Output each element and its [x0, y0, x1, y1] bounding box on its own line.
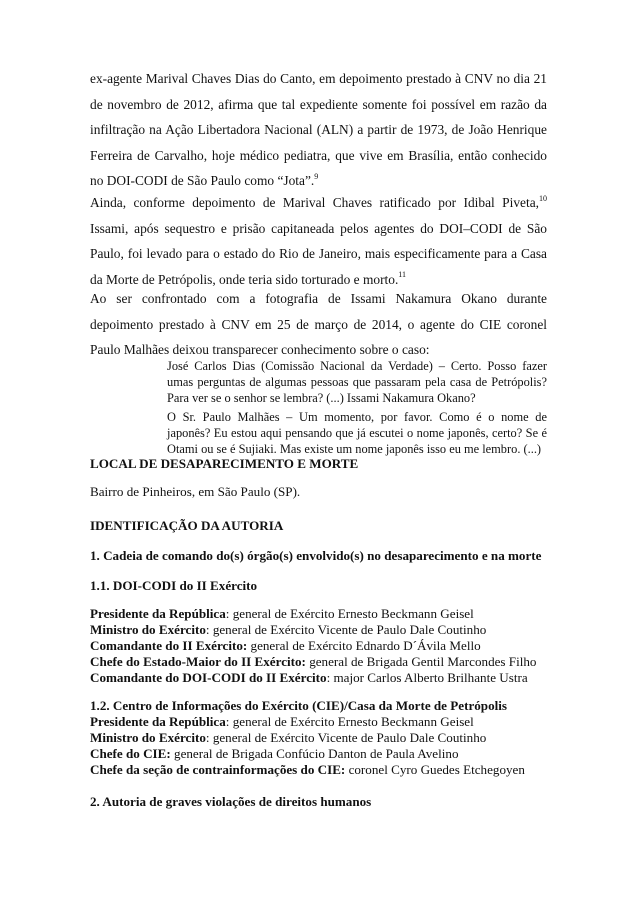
subheading-doi-codi: 1.1. DOI-CODI do II Exército	[90, 578, 258, 593]
footnote-ref[interactable]: 10	[539, 193, 547, 203]
chain-role: Presidente da República	[90, 606, 226, 621]
chain-person: : general de Exército Ernesto Beckmann Geisel	[225, 606, 474, 621]
chain-item	[90, 714, 560, 731]
paragraph-text: Ainda, conforme depoimento de Marival Chaves ratificado por Idibal Piveta,	[90, 195, 539, 210]
chain-role: Chefe do CIE:	[90, 746, 171, 761]
chain-item	[90, 762, 560, 779]
chain-role: Presidente da República	[90, 714, 226, 729]
chain-item	[90, 606, 560, 623]
chain-role: Chefe da seção de contrainformações do CIE:	[90, 762, 346, 777]
heading-identificacao-autoria: IDENTIFICAÇÃO DA AUTORIA	[90, 518, 284, 533]
chain-person: coronel Cyro Guedes Etchegoyen	[345, 762, 525, 777]
chain-item	[90, 638, 560, 655]
chain-role: Comandante do II Exército:	[90, 638, 248, 653]
quote-jose-carlos-dias: José Carlos Dias (Comissão Nacional da Verdade) – Certo. Posso fazer umas perguntas de algumas pessoas que passaram pela casa de Petrópolis? Para ver se o senhor se lembra? (...) Issami Nakamura Okano?	[167, 359, 547, 406]
paragraph-text: Issami, após sequestro e prisão capitaneada pelos agentes do DOI–CODI de São Paulo, foi levado para o estado do Rio de Janeiro, mais especificamente para a Casa da Morte de Petrópolis, onde teria sido torturado e morto.	[90, 220, 547, 287]
chain-role: Chefe do Estado-Maior do II Exército:	[90, 654, 306, 669]
paragraph-depoimento-marival	[90, 66, 547, 194]
chain-item	[90, 654, 560, 671]
chain-item	[90, 730, 560, 747]
local-text: Bairro de Pinheiros, em São Paulo (SP).	[90, 484, 301, 499]
chain-item	[90, 670, 560, 687]
chain-person: : general de Exército Ernesto Beckmann Geisel	[225, 714, 474, 729]
paragraph-issami-sequestro	[90, 190, 547, 292]
chain-role: Comandante do DOI-CODI do II Exército	[90, 670, 327, 685]
subheading-cadeia-comando: 1. Cadeia de comando do(s) órgão(s) envolvido(s) no desaparecimento e na morte	[90, 548, 542, 563]
chain-item	[90, 622, 560, 639]
paragraph-text: ex-agente Marival Chaves Dias do Canto, em depoimento prestado à CNV no dia 21 de novembro de 2012, afirma que tal expediente somente foi possível em razão da infiltração na Ação Libertadora Nacional (ALN) a partir de 1973, de João Henrique Ferreira de Carvalho, hoje médico pediatra, que vive em Brasília, então conhecido no DOI-CODI de São Paulo como “Jota”.	[90, 71, 547, 189]
subheading-autoria-violacoes: 2. Autoria de graves violações de direitos humanos	[90, 794, 372, 809]
chain-person: general de Exército Ednardo D´Ávila Mello	[247, 638, 481, 653]
subheading-cie-casa-morte: 1.2. Centro de Informações do Exército (CIE)/Casa da Morte de Petrópolis	[90, 698, 507, 713]
footnote-ref[interactable]: 9	[314, 171, 319, 181]
chain-person: general de Brigada Confúcio Danton de Paula Avelino	[170, 746, 459, 761]
chain-person: : general de Exército Vicente de Paulo Dale Coutinho	[205, 730, 487, 745]
heading-local-desaparecimento: LOCAL DE DESAPARECIMENTO E MORTE	[90, 456, 359, 471]
paragraph-confronto-malhaes: Ao ser confrontado com a fotografia de Issami Nakamura Okano durante depoimento prestado à CNV em 25 de março de 2014, o agente do CIE coronel Paulo Malhães deixou transparecer conhecimento sobre o caso:	[90, 291, 547, 358]
chain-item	[90, 746, 560, 763]
chain-person: general de Brigada Gentil Marcondes Filho	[305, 654, 537, 669]
chain-role: Ministro do Exército	[90, 730, 206, 745]
quote-paulo-malhaes: O Sr. Paulo Malhães – Um momento, por favor. Como é o nome de japonês? Eu estou aqui pensando que já escutei o nome japonês, certo? Se é Otami ou se é Sujiaki. Mas existe um nome japonês isso eu me lembro. (...)	[167, 410, 547, 457]
chain-role: Ministro do Exército	[90, 622, 206, 637]
chain-person: : major Carlos Alberto Brilhante Ustra	[326, 670, 528, 685]
chain-person: : general de Exército Vicente de Paulo Dale Coutinho	[205, 622, 487, 637]
footnote-ref[interactable]: 11	[398, 270, 406, 280]
